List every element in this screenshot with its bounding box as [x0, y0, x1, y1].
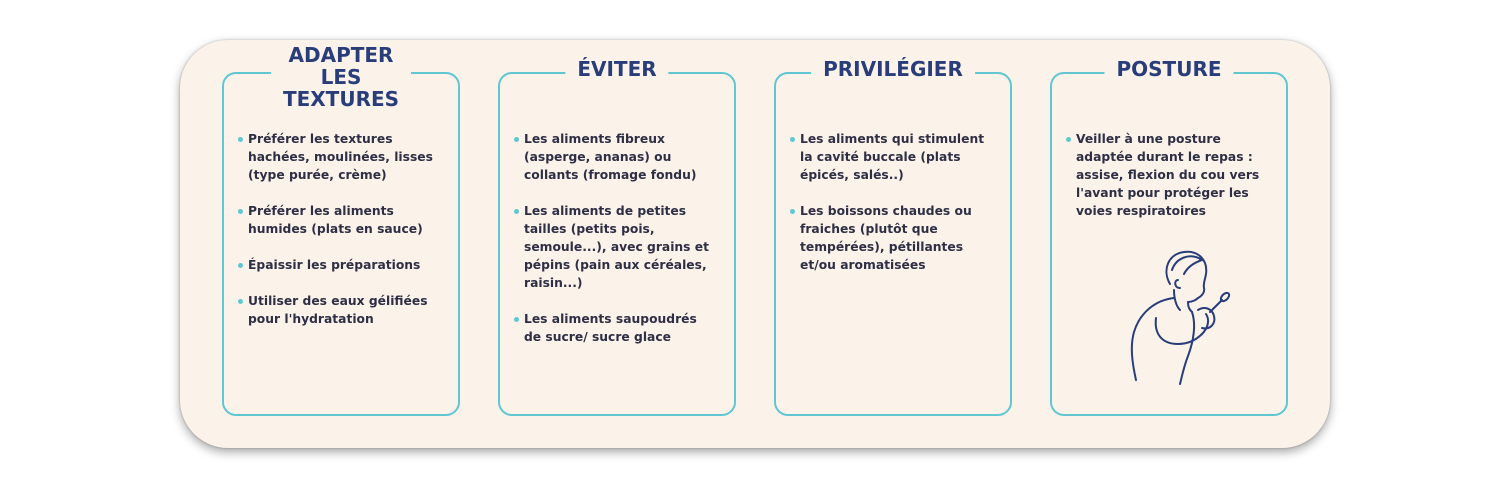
card-privilegier [774, 57, 1012, 416]
bullet-icon [514, 317, 519, 322]
list-item [514, 202, 726, 292]
list-item [238, 292, 450, 328]
bullet-icon [790, 209, 795, 214]
item-text: Préférer les textures hachées, moulinées, lisses (type purée, crème) [248, 132, 433, 182]
card-title-adapter-textures: ADAPTER LES TEXTURES [271, 44, 411, 110]
card-items-eviter [514, 130, 726, 364]
bullet-icon [1066, 137, 1071, 142]
list-item [238, 130, 450, 184]
item-text: Préférer les aliments humides (plats en sauce) [248, 204, 423, 236]
list-item [790, 202, 1002, 274]
bullet-icon [238, 137, 243, 142]
card-title-posture: POSTURE [1104, 58, 1233, 80]
list-item [238, 256, 450, 274]
list-item [790, 130, 1002, 184]
bullet-icon [238, 209, 243, 214]
item-text: Les boissons chaudes ou fraiches (plutôt que tempérées), pétillantes et/ou aromatisées [800, 204, 972, 272]
item-text: Les aliments fibreux (asperge, ananas) ou collants (fromage fondu) [524, 132, 697, 182]
list-item [514, 130, 726, 184]
item-text: Épaissir les préparations [248, 258, 421, 272]
card-adapter-textures [222, 43, 460, 416]
card-items-privilegier [790, 130, 1002, 292]
bullet-icon [238, 263, 243, 268]
bullet-icon [514, 137, 519, 142]
bullet-icon [238, 299, 243, 304]
card-title-privilegier: PRIVILÉGIER [811, 58, 975, 80]
bullet-icon [790, 137, 795, 142]
list-item [238, 202, 450, 238]
card-title-eviter: ÉVITER [565, 58, 668, 80]
item-text: Veiller à une posture adaptée durant le repas : assise, flexion du cou vers l'avant pour protéger les voies respiratoires [1076, 132, 1260, 218]
card-items-posture [1066, 130, 1278, 238]
item-text: Utiliser des eaux gélifiées pour l'hydratation [248, 294, 428, 326]
bullet-icon [514, 209, 519, 214]
item-text: Les aliments de petites tailles (petits pois, semoule...), avec grains et pépins (pain aux céréales, raisin...) [524, 204, 709, 290]
list-item [1066, 130, 1278, 220]
person-eating-icon [1092, 240, 1242, 390]
list-item [514, 310, 726, 346]
card-items-adapter-textures [238, 130, 450, 346]
item-text: Les aliments qui stimulent la cavité buccale (plats épicés, salés..) [800, 132, 985, 182]
item-text: Les aliments saupoudrés de sucre/ sucre glace [524, 312, 697, 344]
card-eviter [498, 57, 736, 416]
